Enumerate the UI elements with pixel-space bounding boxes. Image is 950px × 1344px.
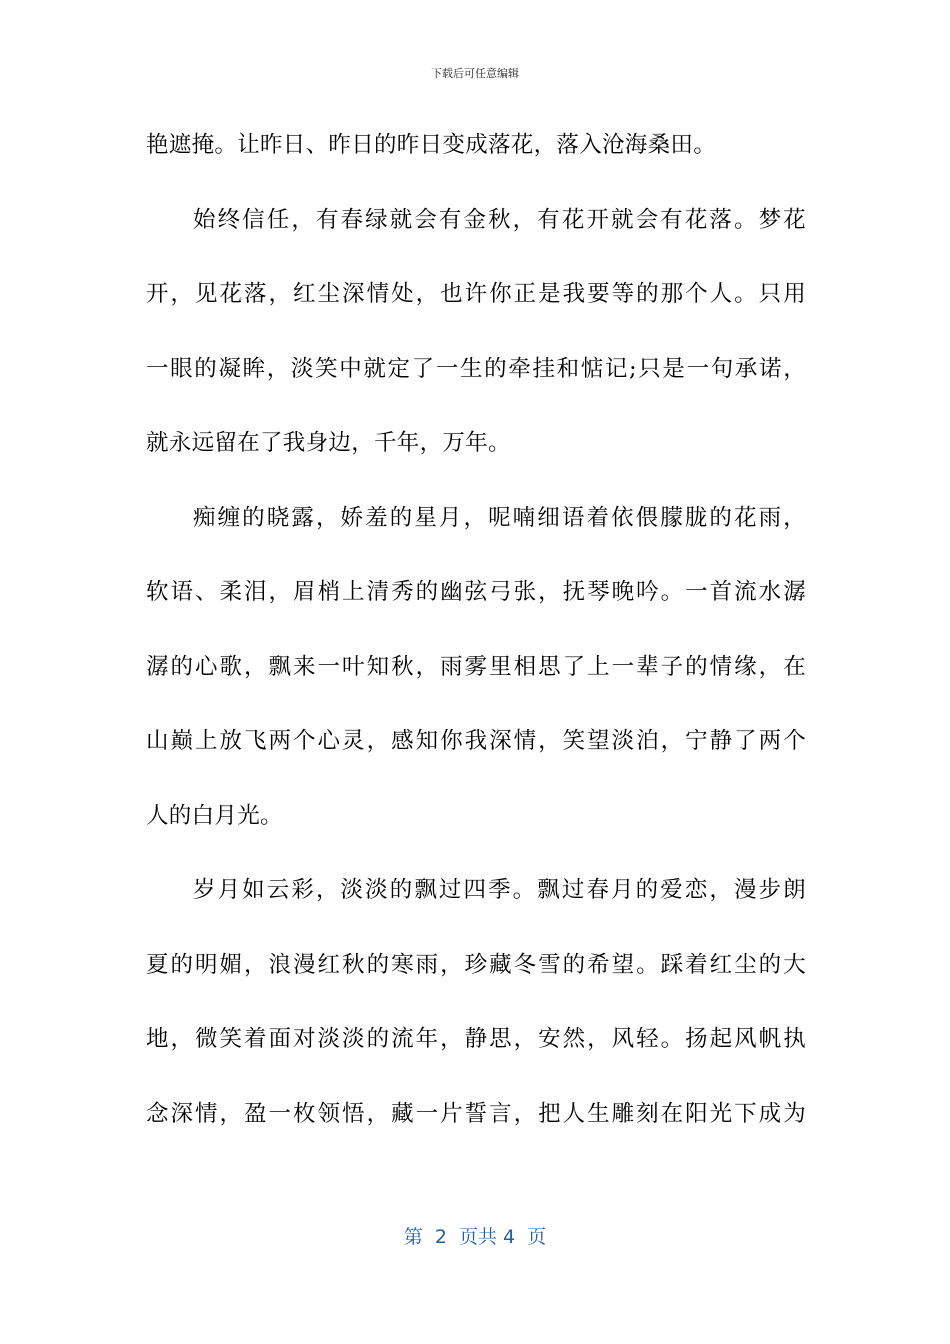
text-line: 地，微笑着面对淡淡的流年，静思，安然，风轻。扬起风帆执 [146,1026,806,1052]
page-header: 下载后可任意编辑 [431,67,519,80]
text-line: 开，见花落，红尘深情处，也许你正是我要等的那个人。只用 [146,281,806,307]
paragraph-start-line: 岁月如云彩，淡淡的飘过四季。飘过春月的爱恋，漫步朗 [193,877,806,903]
text-line: 一眼的凝眸，淡笑中就定了一生的牵挂和惦记;只是一句承诺， [146,355,806,382]
page-number-footer: 第 2 页共 4 页 [403,1226,547,1248]
text-line: 念深情，盈一枚领悟，藏一片誓言，把人生雕刻在阳光下成为 [146,1100,806,1127]
text-line: 就永远留在了我身边，千年，万年。 [146,430,511,456]
text-line: 山巅上放飞两个心灵，感知你我深情，笑望淡泊，宁静了两个 [146,728,806,754]
text-line: 夏的明媚，浪漫红秋的寒雨，珍藏冬雪的希望。踩着红尘的大 [146,951,806,978]
text-line: 软语、柔泪，眉梢上清秀的幽弦弓张，抚琴晚吟。一首流水潺 [146,579,806,605]
paragraph-start-line: 痴缠的晓露，娇羞的星月，呢喃细语着依偎朦胧的花雨， [193,504,806,531]
paragraph-start-line: 始终信任，有春绿就会有金秋，有花开就会有花落。梦花 [193,206,806,233]
text-line: 人的白月光。 [146,802,283,829]
document-body [146,120,806,1163]
text-line: 潺的心歌，飘来一叶知秋，雨雾里相思了上一辈子的情缘，在 [146,653,806,680]
text-line: 艳遮掩。让昨日、昨日的昨日变成落花，落入沧海桑田。 [146,132,717,158]
